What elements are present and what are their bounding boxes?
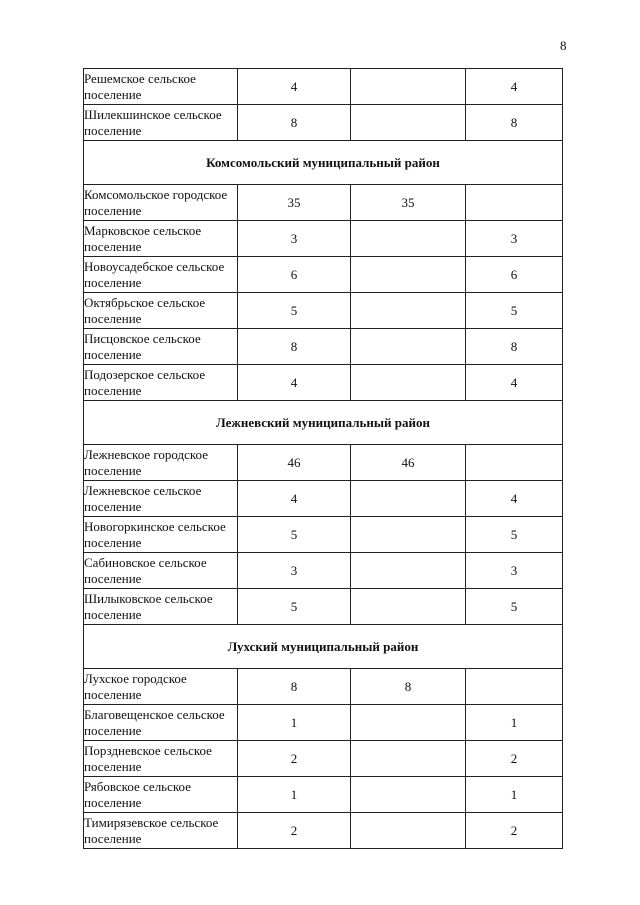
table-row: [84, 517, 563, 553]
table-row: [84, 185, 563, 221]
region-header-row: [84, 401, 563, 445]
value-cell-rural: 5: [466, 589, 563, 625]
value-cell-rural: 4: [466, 481, 563, 517]
value-cell-urban: [351, 589, 466, 625]
table-row: [84, 445, 563, 481]
settlement-name-cell: Лежневское городское поселение: [84, 445, 238, 481]
value-cell-rural: 8: [466, 105, 563, 141]
value-cell-rural: 1: [466, 777, 563, 813]
value-cell-urban: [351, 293, 466, 329]
settlement-name-cell: Сабиновское сельское поселение: [84, 553, 238, 589]
table-row: [84, 705, 563, 741]
settlements-table: [83, 68, 563, 849]
value-cell-total: 3: [238, 553, 351, 589]
value-cell-urban: [351, 481, 466, 517]
value-cell-rural: 1: [466, 705, 563, 741]
table-row: [84, 589, 563, 625]
table-row: [84, 553, 563, 589]
table-row: [84, 257, 563, 293]
value-cell-total: 2: [238, 813, 351, 849]
settlement-name-cell: Решемское сельское поселение: [84, 69, 238, 105]
value-cell-total: 8: [238, 105, 351, 141]
table-row: [84, 813, 563, 849]
value-cell-rural: 8: [466, 329, 563, 365]
value-cell-urban: [351, 553, 466, 589]
settlement-name-cell: Тимирязевское сельское поселение: [84, 813, 238, 849]
value-cell-total: 4: [238, 481, 351, 517]
value-cell-total: 4: [238, 365, 351, 401]
value-cell-rural: [466, 185, 563, 221]
value-cell-urban: 35: [351, 185, 466, 221]
table-row: [84, 293, 563, 329]
value-cell-rural: 2: [466, 813, 563, 849]
settlement-name-cell: Благовещенское сельское поселение: [84, 705, 238, 741]
value-cell-urban: [351, 221, 466, 257]
value-cell-urban: [351, 329, 466, 365]
value-cell-total: 2: [238, 741, 351, 777]
region-title: Лухский муниципальный район: [84, 625, 563, 669]
value-cell-total: 5: [238, 293, 351, 329]
value-cell-total: 4: [238, 69, 351, 105]
value-cell-rural: [466, 445, 563, 481]
value-cell-total: 6: [238, 257, 351, 293]
value-cell-total: 1: [238, 705, 351, 741]
settlement-name-cell: Лухское городское поселение: [84, 669, 238, 705]
value-cell-total: 46: [238, 445, 351, 481]
region-header-row: [84, 141, 563, 185]
value-cell-total: 5: [238, 589, 351, 625]
value-cell-rural: [466, 669, 563, 705]
value-cell-rural: 4: [466, 69, 563, 105]
value-cell-rural: 4: [466, 365, 563, 401]
settlement-name-cell: Октябрьское сельское поселение: [84, 293, 238, 329]
table-row: [84, 69, 563, 105]
page-number: 8: [560, 38, 567, 53]
settlement-name-cell: Писцовское сельское поселение: [84, 329, 238, 365]
settlement-name-cell: Новогоркинское сельское поселение: [84, 517, 238, 553]
value-cell-urban: [351, 777, 466, 813]
value-cell-urban: [351, 741, 466, 777]
value-cell-total: 8: [238, 669, 351, 705]
table-row: [84, 741, 563, 777]
value-cell-urban: 46: [351, 445, 466, 481]
settlement-name-cell: Комсомольское городское поселение: [84, 185, 238, 221]
region-title: Лежневский муниципальный район: [84, 401, 563, 445]
settlement-name-cell: Новоусадебское сельское поселение: [84, 257, 238, 293]
value-cell-urban: 8: [351, 669, 466, 705]
value-cell-urban: [351, 105, 466, 141]
settlement-name-cell: Лежневское сельское поселение: [84, 481, 238, 517]
settlement-name-cell: Шилекшинское сельское поселение: [84, 105, 238, 141]
settlement-name-cell: Порздневское сельское поселение: [84, 741, 238, 777]
value-cell-rural: 6: [466, 257, 563, 293]
settlement-name-cell: Подозерское сельское поселение: [84, 365, 238, 401]
value-cell-total: 5: [238, 517, 351, 553]
settlement-name-cell: Рябовское сельское поселение: [84, 777, 238, 813]
table-row: [84, 481, 563, 517]
value-cell-rural: 3: [466, 221, 563, 257]
value-cell-urban: [351, 257, 466, 293]
value-cell-total: 8: [238, 329, 351, 365]
value-cell-total: 3: [238, 221, 351, 257]
table-body: [84, 69, 563, 849]
table-row: [84, 669, 563, 705]
settlement-name-cell: Шилыковское сельское поселение: [84, 589, 238, 625]
value-cell-total: 35: [238, 185, 351, 221]
table-row: [84, 329, 563, 365]
value-cell-rural: 5: [466, 517, 563, 553]
value-cell-urban: [351, 365, 466, 401]
value-cell-total: 1: [238, 777, 351, 813]
value-cell-rural: 5: [466, 293, 563, 329]
value-cell-urban: [351, 813, 466, 849]
value-cell-urban: [351, 705, 466, 741]
table-row: [84, 105, 563, 141]
settlement-name-cell: Марковское сельское поселение: [84, 221, 238, 257]
value-cell-rural: 2: [466, 741, 563, 777]
table-row: [84, 365, 563, 401]
region-header-row: [84, 625, 563, 669]
value-cell-rural: 3: [466, 553, 563, 589]
value-cell-urban: [351, 517, 466, 553]
value-cell-urban: [351, 69, 466, 105]
table-row: [84, 777, 563, 813]
region-title: Комсомольский муниципальный район: [84, 141, 563, 185]
table-row: [84, 221, 563, 257]
